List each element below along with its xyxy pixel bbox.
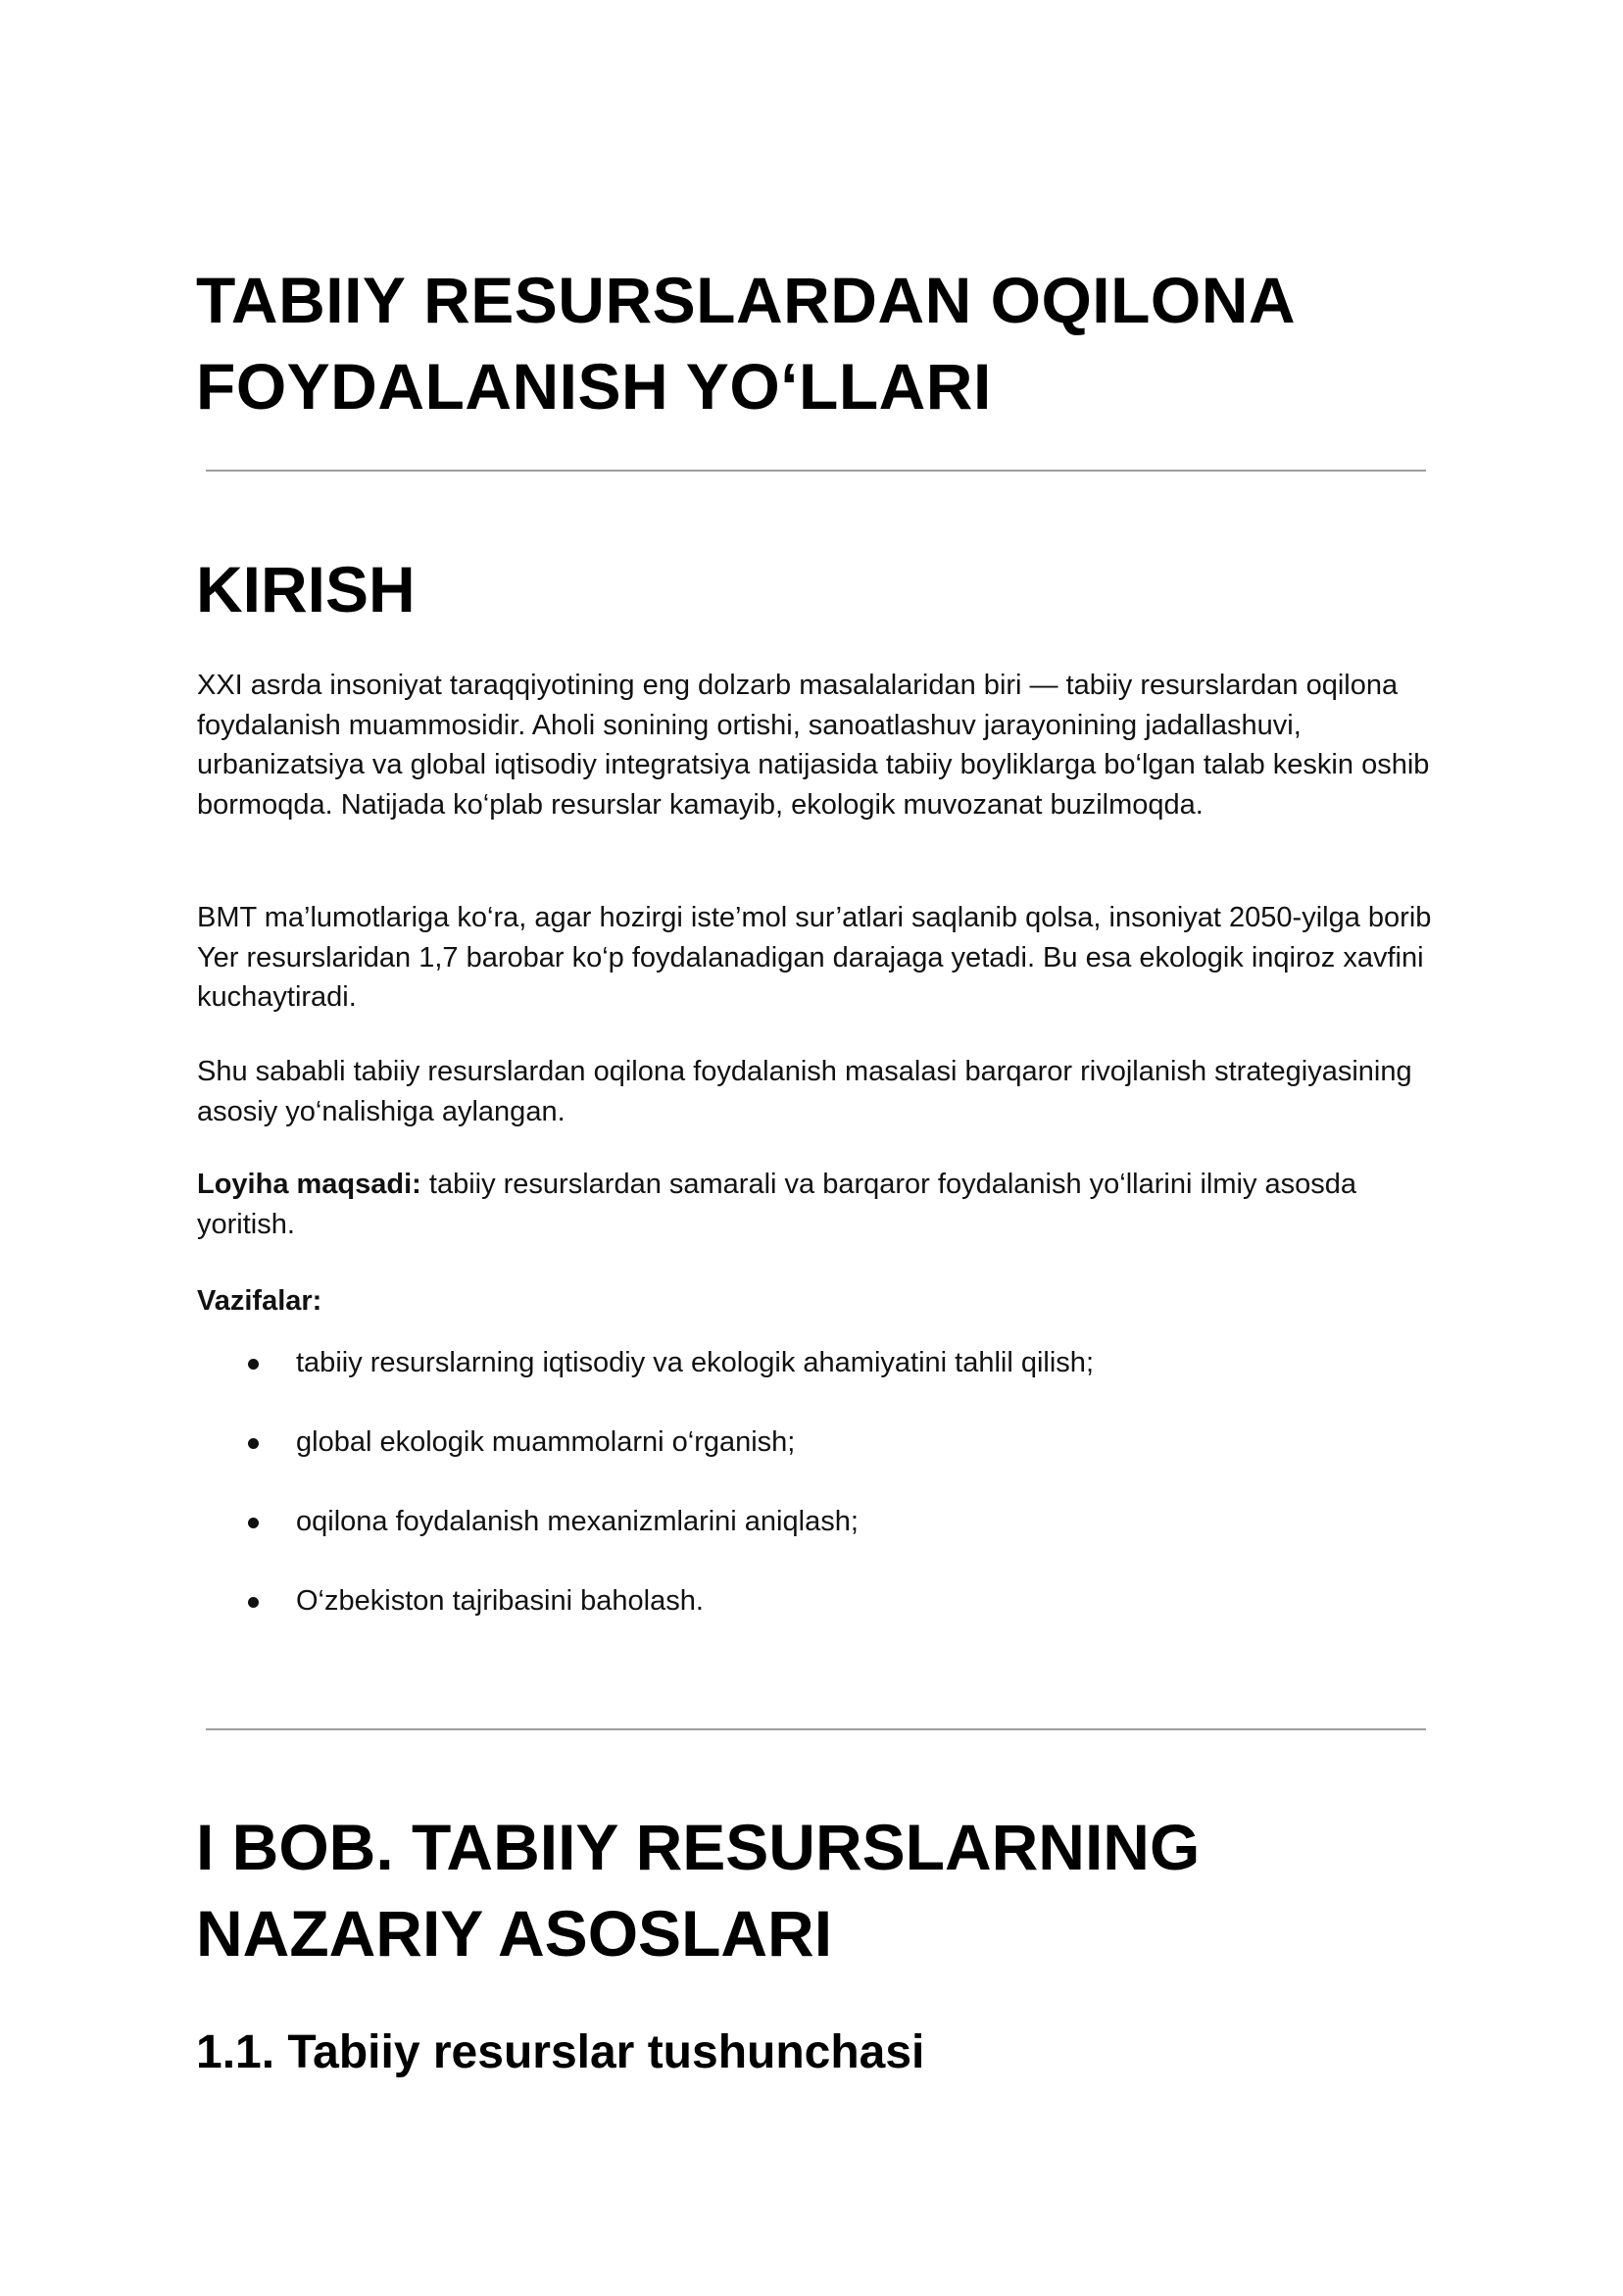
bullet-icon [248, 1438, 259, 1449]
chapter-heading-line-2: NAZARIY ASOSLARI [196, 1897, 833, 1970]
list-item [0, 1502, 1623, 1541]
list-item-text: oqilona foydalanish mexanizmlarini aniqlash; [296, 1506, 859, 1537]
project-goal-text: tabiiy resurslardan samarali va barqaror foydalanish yo‘llarini ilmiy asosda yoritish. [197, 1169, 1357, 1240]
document-title-line-1: TABIIY RESURSLARDAN OQILONA [196, 264, 1297, 336]
list-item [0, 1581, 1623, 1621]
bullet-icon [248, 1359, 259, 1370]
intro-heading: KIRISH [196, 553, 416, 625]
list-item-text: O‘zbekiston tajribasini baholash. [296, 1585, 704, 1617]
document-title [196, 257, 1431, 429]
project-goal-label: Loyiha maqsadi: [197, 1169, 421, 1200]
chapter-heading [196, 1804, 1431, 1976]
intro-paragraph-1: XXI asrda insoniyat taraqqiyotining eng dolzarb masalalaridan biri — tabiiy resurslardan oqilona foydalanish muammosidir. Aholi sonining ortishi, sanoatlashuv jarayonining jadallashuvi, urbanizatsiya va global iqtisodiy integratsiya natijasida tabiiy boyliklarga bo‘lgan talab keskin oshib bormoqda. Natijada ko‘plab resurslar kamayib, ekologik muvozanat buzilmoqda. [197, 670, 1430, 821]
horizontal-divider [206, 470, 1426, 472]
bullet-icon [248, 1597, 259, 1608]
horizontal-divider [206, 1728, 1426, 1730]
document-title-line-2: FOYDALANISH YO‘LLARI [196, 350, 992, 423]
section-heading: 1.1. Tabiiy resurslar tushunchasi [196, 2026, 925, 2078]
list-item-text: tabiiy resurslarning iqtisodiy va ekologik ahamiyatini tahlil qilish; [296, 1347, 1094, 1378]
tasks-label: Vazifalar: [197, 1285, 322, 1317]
project-goal-paragraph [197, 1165, 1437, 1244]
list-item [0, 1343, 1623, 1382]
intro-paragraph-3: Shu sababli tabiiy resurslardan oqilona foydalanish masalasi barqaror rivojlanish strategiyasining asosiy yo‘nalishiga aylangan. [197, 1056, 1412, 1127]
bullet-icon [248, 1518, 259, 1528]
chapter-heading-line-1: I BOB. TABIIY RESURSLARNING [196, 1811, 1201, 1883]
list-item-text: global ekologik muammolarni o‘rganish; [296, 1426, 796, 1458]
list-item [0, 1423, 1623, 1462]
intro-paragraph-2: BMT ma’lumotlariga ko‘ra, agar hozirgi iste’mol sur’atlari saqlanib qolsa, insoniyat 2050-yilga borib Yer resurslaridan 1,7 barobar ko‘p foydalanadigan darajaga yetadi. Bu esa ekologik inqiroz xavfini kuchaytiradi. [197, 902, 1432, 1013]
